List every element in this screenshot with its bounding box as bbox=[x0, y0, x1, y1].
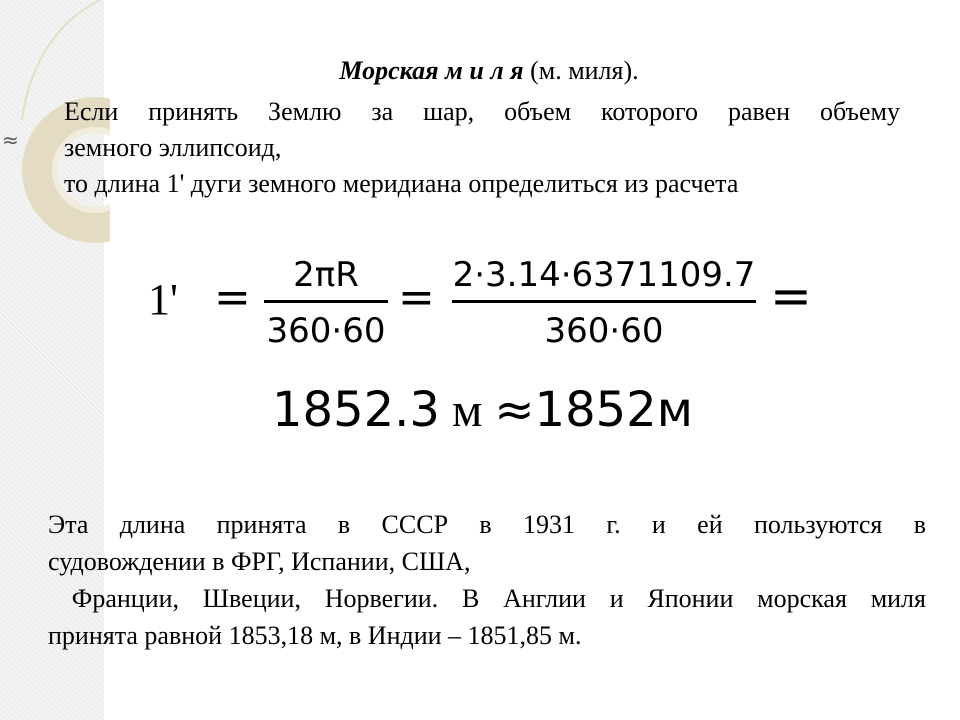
fraction-1-numerator: 2πR bbox=[293, 255, 359, 295]
formula-eq-3: = bbox=[770, 267, 812, 325]
fraction-1-denominator: 360·60 bbox=[266, 311, 386, 351]
fraction-2-numerator: 2·3.14·6371109.7 bbox=[452, 255, 756, 295]
usage-line-1: Эта длина принята в СССР в 1931 г. и ей пользуются в bbox=[48, 510, 926, 539]
title-bold: Морская м и л я bbox=[339, 56, 524, 85]
intro-line-2: земного эллипсоид, bbox=[64, 133, 282, 162]
approx-glyph-decor: ≈ bbox=[2, 128, 19, 152]
usage-paragraph bbox=[48, 506, 926, 654]
formula-lhs: 1' bbox=[148, 275, 178, 324]
usage-line-2: судовождении в ФРГ, Испании, США, bbox=[48, 547, 471, 576]
fraction-2-bar bbox=[452, 300, 756, 303]
result-unit: м bbox=[439, 384, 495, 437]
result-approx: ≈1852м bbox=[494, 382, 693, 438]
formula-eq-2: = bbox=[398, 272, 435, 323]
formula-result bbox=[272, 382, 693, 439]
intro-line-3: то длина 1' дуги земного меридиана определиться из расчета bbox=[64, 169, 739, 198]
intro-line-1: Если принять Землю за шар, объем которого равен объему bbox=[64, 97, 900, 126]
formula-eq-1: = bbox=[214, 272, 251, 323]
title-rest: (м. миля). bbox=[523, 56, 639, 85]
result-value: 1852.3 bbox=[272, 382, 440, 438]
fraction-1-bar bbox=[264, 300, 388, 303]
page-title bbox=[0, 56, 960, 86]
usage-line-4: принята равной 1853,18 м, в Индии – 1851,85 м. bbox=[48, 621, 582, 650]
fraction-2-denominator: 360·60 bbox=[544, 311, 664, 351]
intro-paragraph bbox=[64, 94, 900, 202]
usage-line-3: Франции, Швеции, Норвегии. В Англии и Японии морская миля bbox=[48, 584, 926, 613]
